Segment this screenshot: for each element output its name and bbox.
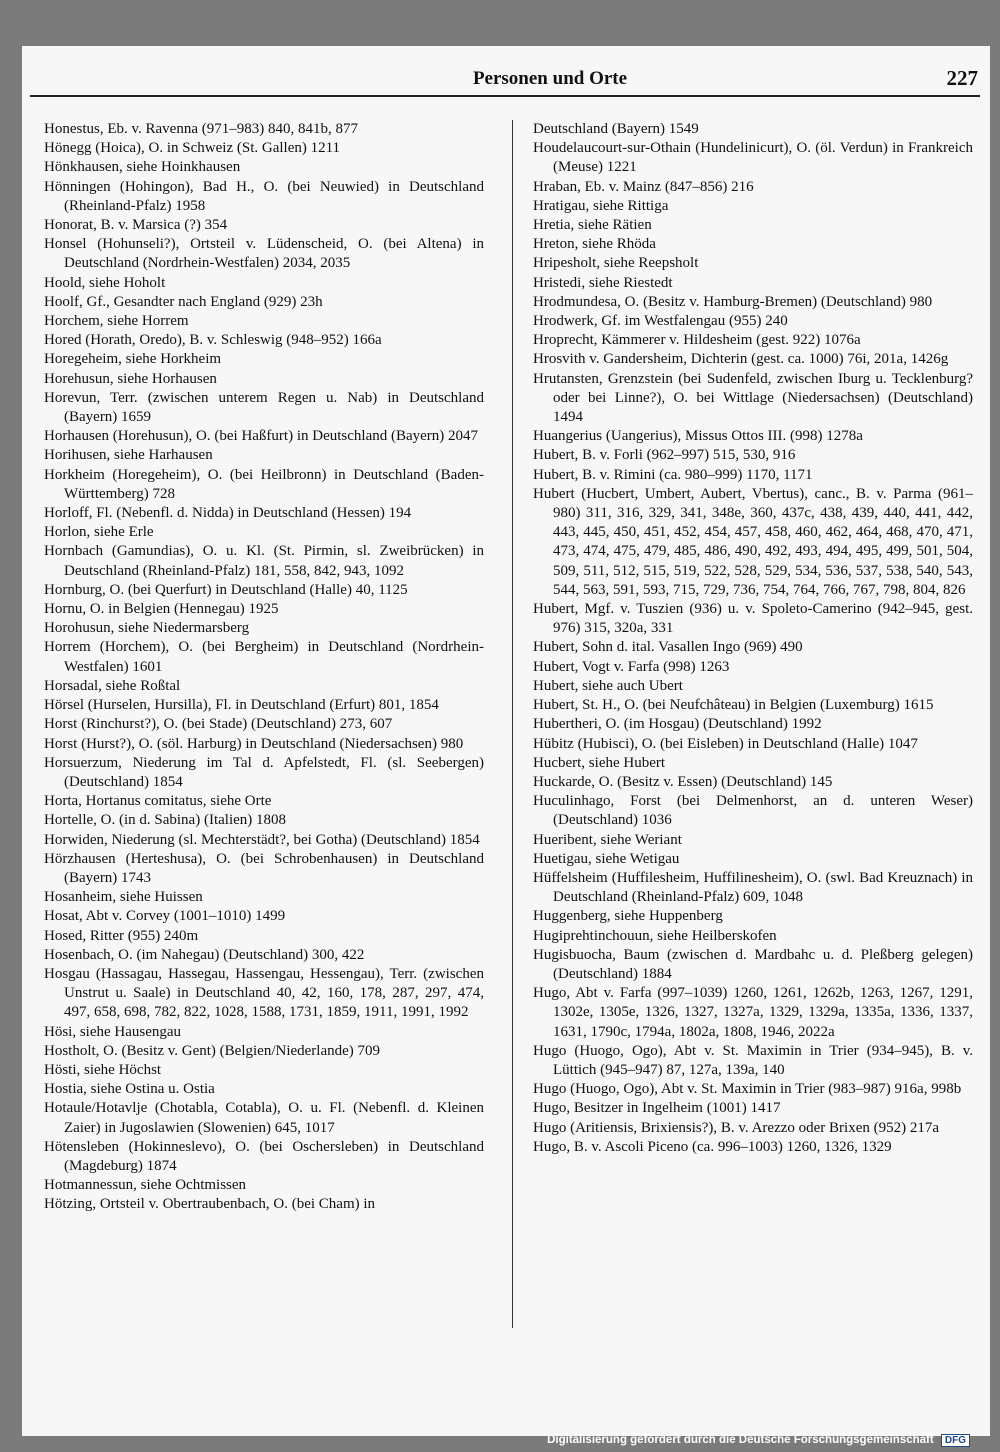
- index-entry: Hubert (Hucbert, Umbert, Aubert, Vbertus), canc., B. v. Parma (961–980) 311, 316, 329, 341, 348e, 360, 437c, 438, 439, 440, 441, 442, 443, 445, 450, 451, 452, 454, 457, 458, 460, 462, 464, 468, 470, 471, 473, 474, 475, 479, 485, 486, 490, 492, 493, 494, 495, 499, 501, 504, 509, 511, 512, 515, 519, 522, 528, 529, 534, 536, 537, 538, 540, 543, 544, 563, 591, 593, 715, 729, 736, 754, 764, 766, 767, 798, 804, 826: [533, 485, 973, 598]
- index-entry: Hosed, Ritter (955) 240m: [44, 927, 199, 944]
- right-column: [533, 120, 973, 1157]
- index-entry: Hubert, siehe auch Ubert: [533, 677, 683, 694]
- index-entry: Deutschland (Bayern) 1549: [533, 121, 699, 137]
- index-entry: Hoolf, Gf., Gesandter nach England (929) 23h: [44, 293, 323, 310]
- footer-credit-text: Digitalisierung gefördert durch die Deutsche Forschungsgemeinschaft: [547, 1434, 934, 1446]
- index-entry: Hönkhausen, siehe Hoinkhausen: [44, 159, 241, 176]
- index-entry: Hrodwerk, Gf. im Westfalengau (955) 240: [533, 313, 788, 330]
- index-entry: Hösi, siehe Hausengau: [44, 1023, 182, 1040]
- index-entry: Houdelaucourt-sur-Othain (Hundelinicurt), O. (öl. Verdun) in Frankreich (Meuse) 1221: [533, 140, 973, 176]
- index-entry: Hucbert, siehe Hubert: [533, 754, 666, 771]
- index-entry: Horsadal, siehe Roßtal: [44, 677, 181, 694]
- index-entry: Hubert, St. H., O. (bei Neufchâteau) in Belgien (Luxemburg) 1615: [533, 697, 934, 714]
- index-entry: Horkheim (Horegeheim), O. (bei Heilbronn) in Deutschland (Baden-Württemberg) 728: [44, 466, 484, 502]
- index-entry: Horlon, siehe Erle: [44, 524, 154, 541]
- index-entry: Horhausen (Horehusun), O. (bei Haßfurt) in Deutschland (Bayern) 2047: [44, 428, 479, 445]
- index-entry: Huangerius (Uangerius), Missus Ottos III. (998) 1278a: [533, 428, 863, 445]
- index-entry: Hotaule/Hotavlje (Chotabla, Cotabla), O. u. Fl. (Nebenfl. d. Kleinen Zaier) in Jugoslawien (Slowenien) 645, 1017: [44, 1100, 484, 1136]
- index-entry: Horevun, Terr. (zwischen unterem Regen u. Nab) in Deutschland (Bayern) 1659: [44, 389, 484, 426]
- index-entry: Hoold, siehe Hoholt: [44, 274, 166, 291]
- index-entry: Hugo (Huogo, Ogo), Abt v. St. Maximin in Trier (934–945), B. v. Lüttich (945–947) 87, 127a, 139a, 140: [533, 1042, 973, 1078]
- index-entry: Hrutansten, Grenzstein (bei Sudenfeld, zwischen Iburg u. Tecklenburg? oder bei Linne?), O. bei Wittlage (Niedersachsen) (Deutschland) 1494: [533, 370, 973, 426]
- index-entry: Hugo (Aritiensis, Brixiensis?), B. v. Arezzo oder Brixen (952) 217a: [533, 1119, 940, 1136]
- index-entry: Hugo, B. v. Ascoli Piceno (ca. 996–1003) 1260, 1326, 1329: [533, 1138, 892, 1155]
- index-entry: Hueribent, siehe Weriant: [533, 831, 682, 848]
- index-entry: Hornburg, O. (bei Querfurt) in Deutschland (Halle) 40, 1125: [44, 581, 408, 598]
- index-entry: Horegeheim, siehe Horkheim: [44, 351, 222, 368]
- index-entry: Huggenberg, siehe Huppenberg: [533, 908, 723, 925]
- header-rule: [30, 95, 980, 97]
- index-entry: Hored (Horath, Oredo), B. v. Schleswig (948–952) 166a: [44, 332, 382, 349]
- index-entry: Hugiprehtinchouun, siehe Heilberskofen: [533, 927, 777, 944]
- index-entry: Honestus, Eb. v. Ravenna (971–983) 840, 841b, 877: [44, 121, 358, 137]
- left-column: [44, 120, 484, 1215]
- index-entry: Hugo, Besitzer in Ingelheim (1001) 1417: [533, 1100, 781, 1117]
- index-entry: Hosanheim, siehe Huissen: [44, 889, 203, 906]
- index-entry: Honorat, B. v. Marsica (?) 354: [44, 217, 228, 234]
- index-entry: Hubert, B. v. Rimini (ca. 980–999) 1170, 1171: [533, 466, 813, 483]
- index-entry: Hornu, O. in Belgien (Hennegau) 1925: [44, 601, 279, 618]
- index-entry: Huetigau, siehe Wetigau: [533, 850, 680, 867]
- index-entry: Hubert, Sohn d. ital. Vasallen Ingo (969) 490: [533, 639, 803, 656]
- index-entry: Hubert, Mgf. v. Tuszien (936) u. v. Spoleto-Camerino (942–945, gest. 976) 315, 320a, 331: [533, 601, 973, 637]
- index-entry: Hötensleben (Hokinneslevo), O. (bei Oschersleben) in Deutschland (Magdeburg) 1874: [44, 1138, 484, 1174]
- index-entry: Horloff, Fl. (Nebenfl. d. Nidda) in Deutschland (Hessen) 194: [44, 505, 412, 522]
- index-entry: Hostia, siehe Ostina u. Ostia: [44, 1081, 215, 1098]
- index-entry: Horsuerzum, Niederung im Tal d. Apfelstedt, Fl. (sl. Seebergen) (Deutschland) 1854: [44, 754, 484, 790]
- index-entry: Hornbach (Gamundias), O. u. Kl. (St. Pirmin, sl. Zweibrücken) in Deutschland (Rheinland-Pfalz) 181, 558, 842, 943, 1092: [44, 543, 484, 579]
- index-entry: Hreton, siehe Rhöda: [533, 236, 656, 253]
- column-divider: [512, 120, 513, 1328]
- index-entry: Horehusun, siehe Horhausen: [44, 370, 217, 387]
- index-entry: Hugo, Abt v. Farfa (997–1039) 1260, 1261, 1262b, 1263, 1267, 1291, 1302e, 1305e, 1326, 1327, 1327a, 1329, 1329a, 1335a, 1336, 1337, 1631, 1790c, 1794a, 1802a, 1808, 1946, 2022a: [533, 985, 973, 1040]
- index-entry: Hösti, siehe Höchst: [44, 1061, 162, 1078]
- index-entry: Hosat, Abt v. Corvey (1001–1010) 1499: [44, 908, 286, 925]
- index-entry: Horst (Hurst?), O. (söl. Harburg) in Deutschland (Niedersachsen) 980: [44, 735, 464, 752]
- index-entry: Huckarde, O. (Besitz v. Essen) (Deutschland) 145: [533, 773, 833, 790]
- index-entry: Hratigau, siehe Rittiga: [533, 197, 669, 214]
- index-entry: Hostholt, O. (Besitz v. Gent) (Belgien/Niederlande) 709: [44, 1042, 381, 1059]
- index-entry: Hubertheri, O. (im Hosgau) (Deutschland) 1992: [533, 716, 822, 733]
- index-entry: Hugisbuocha, Baum (zwischen d. Mardbahc u. d. Pleßberg gelegen) (Deutschland) 1884: [533, 946, 973, 982]
- index-entry: Horohusun, siehe Niedermarsberg: [44, 620, 250, 637]
- index-entry: Hönningen (Hohingon), Bad H., O. (bei Neuwied) in Deutschland (Rheinland-Pfalz) 1958: [44, 178, 484, 214]
- index-entry: Hretia, siehe Rätien: [533, 217, 652, 234]
- index-entry: Hristedi, siehe Riestedt: [533, 274, 673, 291]
- index-entry: Hörzhausen (Herteshusa), O. (bei Schrobenhausen) in Deutschland (Bayern) 1743: [44, 850, 484, 886]
- index-entry: Honsel (Hohunseli?), Ortsteil v. Lüdenscheid, O. (bei Altena) in Deutschland (Nordrhein-Westfalen) 2034, 2035: [44, 236, 484, 272]
- index-entry: Hosenbach, O. (im Nahegau) (Deutschland) 300, 422: [44, 946, 365, 963]
- index-entry: Horwiden, Niederung (sl. Mechterstädt?, bei Gotha) (Deutschland) 1854: [44, 831, 480, 848]
- index-entry: Horchem, siehe Horrem: [44, 313, 189, 330]
- index-entry: Hortelle, O. (in d. Sabina) (Italien) 1808: [44, 812, 287, 829]
- index-entry: Hübitz (Hubisci), O. (bei Eisleben) in Deutschland (Halle) 1047: [533, 735, 918, 752]
- footer-credit: [547, 1434, 970, 1447]
- page-number: 227: [946, 66, 978, 90]
- index-entry: Horta, Hortanus comitatus, siehe Orte: [44, 793, 272, 810]
- running-head: Personen und Orte: [472, 68, 628, 89]
- index-entry: Hubert, Vogt v. Farfa (998) 1263: [533, 658, 730, 675]
- index-entry: Hörsel (Hurselen, Hursilla), Fl. in Deutschland (Erfurt) 801, 1854: [44, 697, 439, 714]
- index-entry: Hripesholt, siehe Reepsholt: [533, 255, 699, 272]
- index-entry: Horrem (Horchem), O. (bei Bergheim) in Deutschland (Nordrhein-Westfalen) 1601: [44, 639, 484, 675]
- index-entry: Hüffelsheim (Huffilesheim, Huffilinesheim), O. (swl. Bad Kreuznach) in Deutschland (Rheinland-Pfalz) 609, 1048: [533, 869, 973, 906]
- index-entry: Hroprecht, Kämmerer v. Hildesheim (gest. 922) 1076a: [533, 332, 861, 349]
- dfg-logo: DFG: [941, 1434, 970, 1447]
- index-entry: Hönegg (Hoica), O. in Schweiz (St. Gallen) 1211: [44, 140, 341, 157]
- index-entry: Hugo (Huogo, Ogo), Abt v. St. Maximin in Trier (983–987) 916a, 998b: [533, 1081, 962, 1098]
- index-entry: Hraban, Eb. v. Mainz (847–856) 216: [533, 178, 754, 195]
- index-entry: Hosgau (Hassagau, Hassegau, Hassengau, Hessengau), Terr. (zwischen Unstrut u. Saale) in Deutschland 40, 42, 160, 178, 287, 297, 474, 497, 658, 698, 782, 822, 1028, 1588, 1731, 1859, 1911, 1991, 1992: [44, 965, 484, 1021]
- index-entry: Horst (Rinchurst?), O. (bei Stade) (Deutschland) 273, 607: [44, 716, 393, 733]
- index-entry: Hötzing, Ortsteil v. Obertraubenbach, O. (bei Cham) in: [44, 1196, 376, 1213]
- index-entry: Hrosvith v. Gandersheim, Dichterin (gest. ca. 1000) 76i, 201a, 1426g: [533, 351, 949, 368]
- index-entry: Horihusen, siehe Harhausen: [44, 447, 213, 464]
- index-entry: Hrodmundesa, O. (Besitz v. Hamburg-Bremen) (Deutschland) 980: [533, 293, 933, 310]
- index-entry: Hotmannessun, siehe Ochtmissen: [44, 1177, 247, 1194]
- index-entry: Huculinhago, Forst (bei Delmenhorst, an d. unteren Weser) (Deutschland) 1036: [533, 793, 973, 829]
- index-entry: Hubert, B. v. Forli (962–997) 515, 530, 916: [533, 447, 796, 464]
